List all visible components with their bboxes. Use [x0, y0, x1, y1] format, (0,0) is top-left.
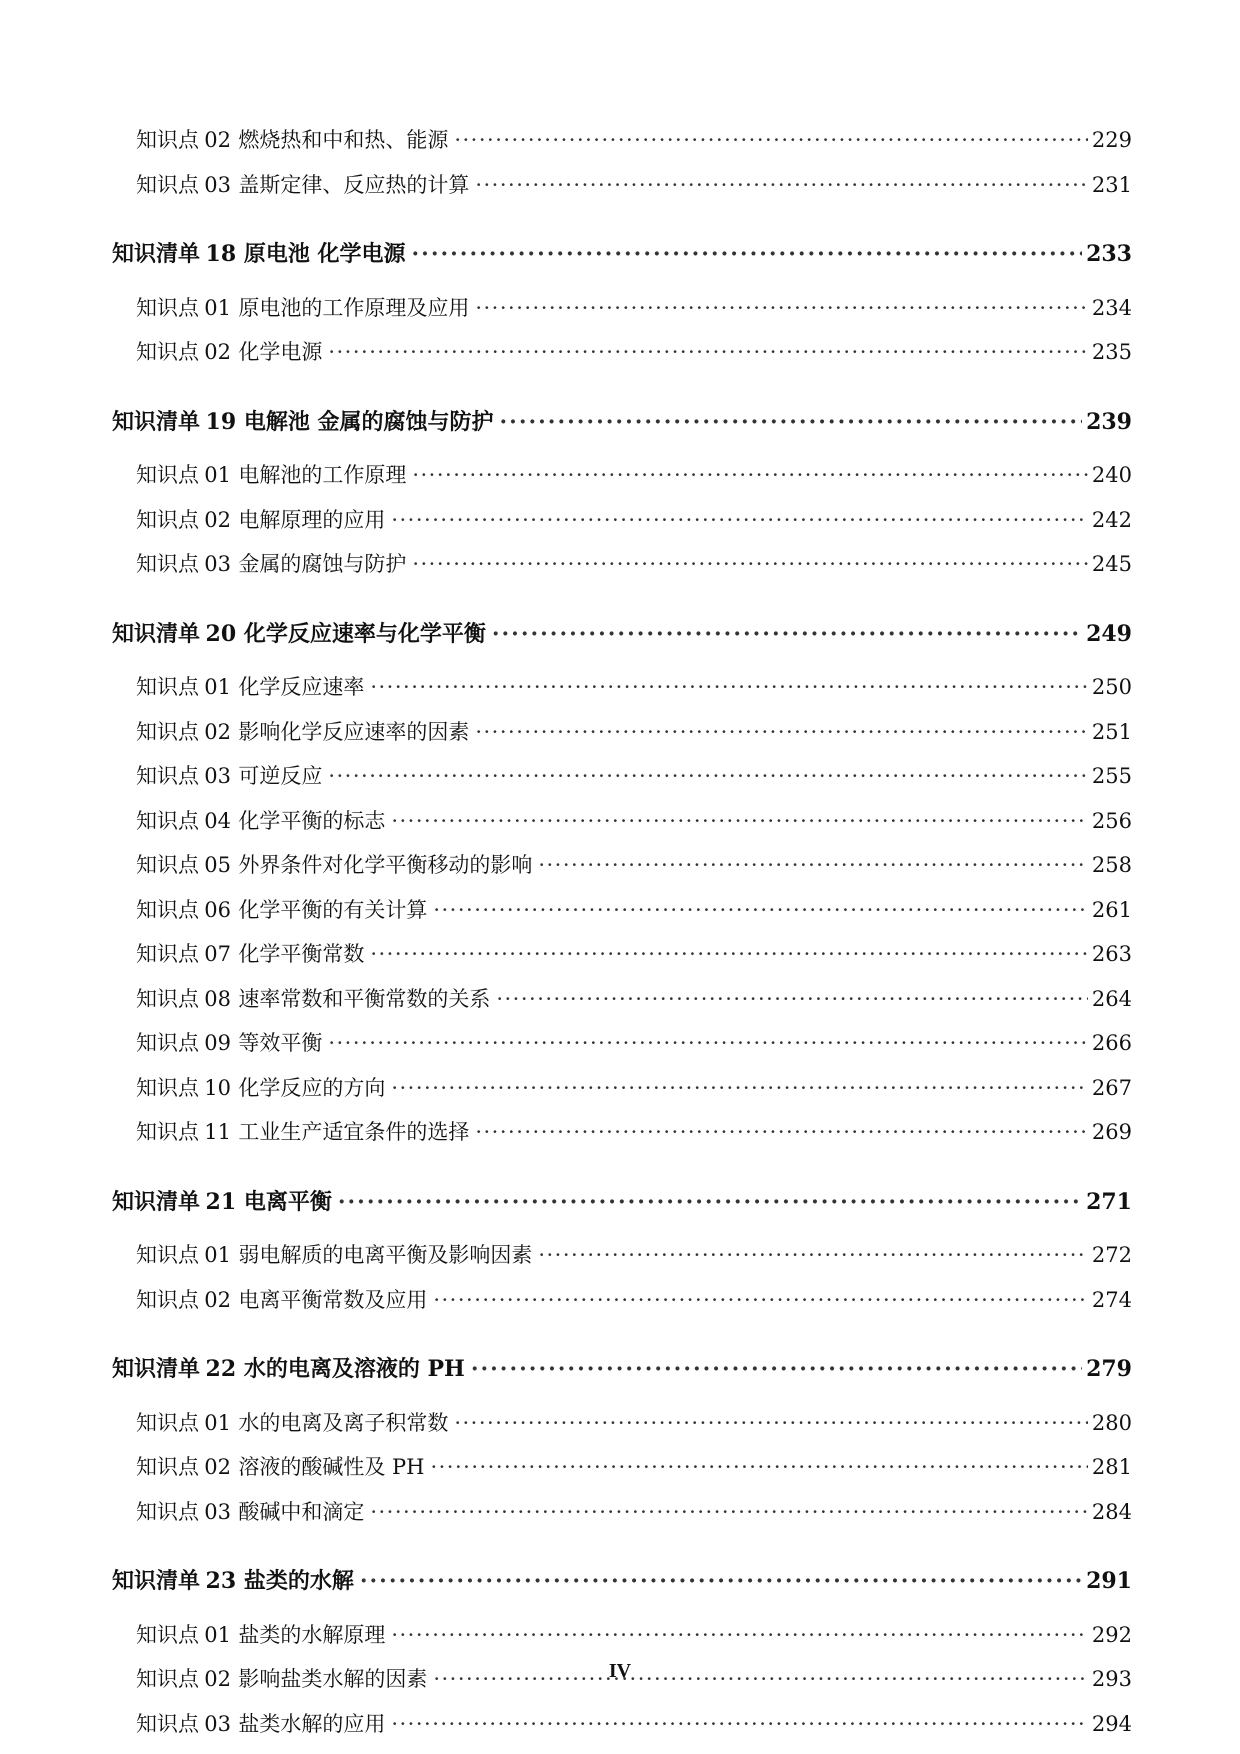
- dot-leader: [454, 1401, 1088, 1446]
- toc-entry-number: 01: [204, 1410, 231, 1435]
- toc-item-row[interactable]: [112, 1613, 1132, 1658]
- toc-item-row[interactable]: [112, 542, 1132, 587]
- toc-entry-title: 电解原理的应用: [238, 507, 386, 532]
- dot-leader: [538, 1233, 1088, 1278]
- toc-entry-label: [136, 799, 385, 844]
- toc-entry-prefix: 知识清单: [112, 1356, 201, 1382]
- toc-entry-label: [136, 843, 532, 888]
- toc-page-number: 271: [1086, 1188, 1132, 1215]
- toc-entry-label: [136, 498, 385, 543]
- toc-entry-prefix: 知识清单: [112, 408, 201, 435]
- toc-entry-title: 电离平衡: [243, 1188, 332, 1215]
- toc-entry-number: 02: [204, 719, 231, 744]
- toc-item-row[interactable]: [112, 1702, 1132, 1747]
- toc-entry-prefix: 知识点: [136, 942, 199, 966]
- toc-entry-prefix: 知识点: [136, 1410, 199, 1435]
- toc-entry-title: 化学平衡的标志: [238, 808, 386, 833]
- toc-entry-number: 01: [204, 463, 231, 487]
- toc-entry-number: 11: [204, 1120, 231, 1144]
- toc-entry-number: 03: [204, 552, 231, 576]
- toc-item-row[interactable]: [112, 888, 1132, 933]
- toc-entry-title: 化学电源: [238, 340, 323, 364]
- toc-entry-number: 02: [204, 507, 231, 532]
- dot-leader: [360, 1551, 1082, 1613]
- toc-entry-title: 化学反应速率与化学平衡: [243, 620, 486, 647]
- dot-leader: [471, 1339, 1082, 1401]
- toc-entry-number: 20: [205, 620, 237, 647]
- toc-entry-prefix: 知识点: [136, 897, 199, 922]
- toc-page-number: 261: [1091, 897, 1132, 922]
- toc-page-number: 235: [1091, 340, 1132, 364]
- toc-page-number: 256: [1091, 808, 1132, 833]
- toc-item-row[interactable]: [112, 1066, 1132, 1111]
- toc-entry-prefix: 知识点: [136, 764, 199, 788]
- toc-item-row[interactable]: [112, 799, 1132, 844]
- toc-page-number: 266: [1091, 1031, 1132, 1055]
- toc-page-number: 245: [1091, 552, 1132, 576]
- toc-entry-label: [112, 392, 494, 454]
- toc-entry-title: 影响盐类水解的因素: [238, 1667, 428, 1691]
- toc-entry-title: 盐类水解的应用: [238, 1711, 386, 1736]
- toc-entry-prefix: 知识点: [136, 1711, 199, 1736]
- toc-entry-label: [136, 330, 322, 375]
- toc-entry-prefix: 知识点: [136, 1243, 199, 1267]
- toc-section-row[interactable]: [112, 207, 1132, 286]
- toc-entry-number: 23: [205, 1568, 237, 1594]
- toc-entry-label: [136, 932, 364, 977]
- toc-entry-number: 18: [205, 241, 237, 267]
- toc-entry-label: [136, 1021, 322, 1066]
- toc-entry-prefix: 知识点: [136, 675, 199, 699]
- toc-entry-prefix: 知识点: [136, 1075, 199, 1100]
- table-of-contents: [112, 118, 1132, 1746]
- toc-entry-number: 02: [204, 1287, 231, 1312]
- toc-entry-number: 03: [204, 172, 231, 197]
- toc-entry-prefix: 知识清单: [112, 1188, 201, 1215]
- dot-leader: [338, 1172, 1082, 1234]
- toc-entry-number: 03: [204, 1499, 231, 1524]
- toc-page-number: 293: [1091, 1667, 1132, 1691]
- toc-item-row[interactable]: [112, 754, 1132, 799]
- dot-leader: [538, 843, 1088, 888]
- toc-entry-number: 08: [204, 986, 231, 1011]
- dot-leader: [475, 1110, 1088, 1155]
- toc-entry-number: 19: [205, 408, 237, 435]
- toc-page-number: 240: [1091, 463, 1132, 487]
- toc-entry-prefix: 知识点: [136, 853, 199, 877]
- dot-leader: [391, 1613, 1088, 1658]
- toc-page-number: 251: [1091, 719, 1132, 744]
- toc-entry-label: [136, 1278, 427, 1323]
- toc-entry-number: 03: [204, 764, 231, 788]
- toc-entry-label: [112, 1172, 332, 1234]
- toc-item-row[interactable]: [112, 118, 1132, 163]
- toc-section-row[interactable]: [112, 587, 1132, 666]
- toc-entry-number: 10: [204, 1075, 231, 1100]
- toc-entry-title: 原电池的工作原理及应用: [238, 295, 470, 320]
- dot-leader: [370, 932, 1088, 977]
- dot-leader: [454, 118, 1088, 163]
- toc-entry-title: 水的电离及溶液的 PH: [243, 1356, 465, 1382]
- toc-entry-prefix: 知识点: [136, 1455, 199, 1479]
- toc-entry-label: [136, 453, 406, 498]
- toc-entry-prefix: 知识点: [136, 507, 199, 532]
- toc-item-row[interactable]: [112, 330, 1132, 375]
- toc-page-number: 294: [1091, 1711, 1132, 1736]
- dot-leader: [430, 1445, 1087, 1490]
- toc-page-number: 279: [1086, 1356, 1132, 1382]
- toc-page-number: 267: [1091, 1075, 1132, 1100]
- dot-leader: [412, 542, 1088, 587]
- toc-entry-label: [136, 1401, 448, 1446]
- dot-leader: [328, 1021, 1088, 1066]
- toc-page-number: 274: [1091, 1287, 1132, 1312]
- toc-page-number: 263: [1091, 942, 1132, 966]
- dot-leader: [391, 1066, 1088, 1111]
- toc-entry-number: 01: [204, 1622, 231, 1647]
- toc-entry-title: 电解池 金属的腐蚀与防护: [243, 408, 494, 435]
- toc-entry-prefix: 知识点: [136, 1120, 199, 1144]
- dot-leader: [475, 710, 1088, 755]
- toc-item-row[interactable]: [112, 1490, 1132, 1535]
- dot-leader: [475, 286, 1088, 331]
- toc-entry-label: [136, 710, 469, 755]
- toc-entry-title: 弱电解质的电离平衡及影响因素: [238, 1243, 533, 1267]
- toc-item-row[interactable]: [112, 1278, 1132, 1323]
- toc-page-number: 291: [1086, 1568, 1132, 1594]
- dot-leader: [391, 498, 1088, 543]
- toc-entry-title: 原电池 化学电源: [243, 241, 406, 267]
- toc-page-number: 258: [1091, 853, 1132, 877]
- toc-entry-title: 电离平衡常数及应用: [238, 1287, 428, 1312]
- toc-entry-title: 化学平衡的有关计算: [238, 897, 428, 922]
- toc-section-row[interactable]: [112, 375, 1132, 454]
- toc-entry-label: [136, 754, 322, 799]
- toc-section-row[interactable]: [112, 1534, 1132, 1613]
- toc-entry-label: [136, 1110, 469, 1155]
- toc-entry-prefix: 知识点: [136, 552, 199, 576]
- toc-entry-number: 04: [204, 808, 231, 833]
- toc-entry-prefix: 知识点: [136, 172, 199, 197]
- toc-entry-title: 酸碱中和滴定: [238, 1499, 365, 1524]
- toc-entry-label: [136, 118, 448, 163]
- toc-entry-title: 电解池的工作原理: [238, 463, 407, 487]
- toc-entry-number: 02: [204, 128, 231, 152]
- toc-page-number: 231: [1091, 172, 1132, 197]
- toc-item-row[interactable]: [112, 977, 1132, 1022]
- toc-item-row[interactable]: [112, 286, 1132, 331]
- toc-entry-prefix: 知识点: [136, 808, 199, 833]
- dot-leader: [370, 1490, 1088, 1535]
- toc-entry-number: 02: [204, 1455, 231, 1479]
- dot-leader: [412, 453, 1088, 498]
- toc-item-row[interactable]: [112, 1233, 1132, 1278]
- toc-item-row[interactable]: [112, 163, 1132, 208]
- toc-entry-number: 01: [204, 675, 231, 699]
- toc-section-row[interactable]: [112, 1155, 1132, 1234]
- toc-entry-prefix: 知识点: [136, 719, 199, 744]
- toc-page-number: 281: [1091, 1455, 1132, 1479]
- toc-entry-number: 03: [204, 1711, 231, 1736]
- toc-entry-title: 工业生产适宜条件的选择: [238, 1120, 470, 1144]
- toc-page-number: 255: [1091, 764, 1132, 788]
- toc-page-number: 280: [1091, 1410, 1132, 1435]
- toc-entry-title: 影响化学反应速率的因素: [238, 719, 470, 744]
- toc-entry-number: 05: [204, 853, 231, 877]
- toc-entry-title: 可逆反应: [238, 764, 323, 788]
- dot-leader: [391, 799, 1088, 844]
- toc-entry-label: [136, 1445, 424, 1490]
- toc-item-row[interactable]: [112, 498, 1132, 543]
- toc-item-row[interactable]: [112, 1445, 1132, 1490]
- dot-leader: [370, 665, 1088, 710]
- toc-entry-title: 速率常数和平衡常数的关系: [238, 986, 491, 1011]
- toc-entry-label: [136, 286, 469, 331]
- toc-entry-prefix: 知识点: [136, 986, 199, 1011]
- toc-page-number: 234: [1091, 295, 1132, 320]
- toc-entry-label: [136, 163, 469, 208]
- toc-entry-title: 燃烧热和中和热、能源: [238, 128, 449, 152]
- toc-entry-label: [136, 1490, 364, 1535]
- toc-entry-prefix: 知识点: [136, 1287, 199, 1312]
- toc-page-number: 249: [1086, 620, 1132, 647]
- toc-entry-label: [112, 1551, 354, 1613]
- toc-entry-prefix: 知识清单: [112, 1568, 201, 1594]
- toc-entry-number: 22: [205, 1356, 237, 1382]
- toc-section-row[interactable]: [112, 1322, 1132, 1401]
- toc-entry-prefix: 知识点: [136, 1622, 199, 1647]
- toc-entry-title: 盐类的水解原理: [238, 1622, 386, 1647]
- toc-item-row[interactable]: [112, 1401, 1132, 1446]
- toc-entry-label: [136, 1233, 532, 1278]
- toc-entry-prefix: 知识点: [136, 1499, 199, 1524]
- toc-page-number: 264: [1091, 986, 1132, 1011]
- toc-entry-label: [136, 1613, 385, 1658]
- toc-entry-prefix: 知识点: [136, 340, 199, 364]
- toc-entry-prefix: 知识清单: [112, 620, 201, 647]
- dot-leader: [328, 330, 1088, 375]
- toc-page-number: 242: [1091, 507, 1132, 532]
- toc-entry-number: 09: [204, 1031, 231, 1055]
- toc-page-number: 269: [1091, 1120, 1132, 1144]
- dot-leader: [412, 224, 1083, 286]
- toc-entry-title: 盐类的水解: [243, 1568, 354, 1594]
- toc-page-number: 229: [1091, 128, 1132, 152]
- toc-entry-number: 02: [204, 340, 231, 364]
- page-number: IV: [608, 1660, 632, 1682]
- toc-entry-title: 化学反应的方向: [238, 1075, 386, 1100]
- toc-page-number: 272: [1091, 1243, 1132, 1267]
- toc-entry-title: 等效平衡: [238, 1031, 323, 1055]
- toc-entry-number: 07: [204, 942, 231, 966]
- toc-entry-prefix: 知识点: [136, 295, 199, 320]
- dot-leader: [391, 1702, 1088, 1747]
- toc-entry-title: 外界条件对化学平衡移动的影响: [238, 853, 533, 877]
- toc-entry-title: 化学反应速率: [238, 675, 365, 699]
- toc-entry-prefix: 知识点: [136, 128, 199, 152]
- toc-entry-title: 溶液的酸碱性及 PH: [238, 1455, 425, 1479]
- toc-entry-number: 21: [205, 1188, 237, 1215]
- toc-page-number: 233: [1086, 241, 1132, 267]
- toc-entry-prefix: 知识点: [136, 1667, 199, 1691]
- toc-entry-label: [136, 888, 427, 933]
- toc-item-row[interactable]: [112, 453, 1132, 498]
- toc-item-row[interactable]: [112, 1110, 1132, 1155]
- toc-entry-label: [112, 604, 486, 666]
- toc-entry-prefix: 知识清单: [112, 241, 201, 267]
- toc-entry-number: 01: [204, 295, 231, 320]
- toc-entry-title: 化学平衡常数: [238, 942, 365, 966]
- toc-entry-prefix: 知识点: [136, 1031, 199, 1055]
- toc-entry-label: [112, 224, 406, 286]
- toc-entry-label: [136, 1066, 385, 1111]
- dot-leader: [496, 977, 1088, 1022]
- toc-entry-title: 盖斯定律、反应热的计算: [238, 172, 470, 197]
- toc-item-row[interactable]: [112, 932, 1132, 977]
- toc-entry-number: 01: [204, 1243, 231, 1267]
- toc-entry-number: 06: [204, 897, 231, 922]
- dot-leader: [328, 754, 1088, 799]
- toc-entry-title: 水的电离及离子积常数: [238, 1410, 449, 1435]
- toc-entry-label: [112, 1339, 465, 1401]
- toc-entry-number: 02: [204, 1667, 231, 1691]
- toc-item-row[interactable]: [112, 843, 1132, 888]
- toc-page-number: 239: [1086, 408, 1132, 435]
- dot-leader: [433, 1278, 1088, 1323]
- dot-leader: [492, 604, 1082, 666]
- toc-entry-label: [136, 542, 406, 587]
- toc-item-row[interactable]: [112, 1021, 1132, 1066]
- toc-page-number: 292: [1091, 1622, 1132, 1647]
- toc-page-number: 250: [1091, 675, 1132, 699]
- toc-entry-label: [136, 977, 490, 1022]
- dot-leader: [433, 888, 1088, 933]
- toc-entry-label: [136, 1702, 385, 1747]
- dot-leader: [500, 392, 1083, 454]
- toc-item-row[interactable]: [112, 710, 1132, 755]
- toc-item-row[interactable]: [112, 665, 1132, 710]
- toc-entry-title: 金属的腐蚀与防护: [238, 552, 407, 576]
- toc-entry-label: [136, 665, 364, 710]
- dot-leader: [475, 163, 1088, 208]
- toc-page-number: 284: [1091, 1499, 1132, 1524]
- toc-entry-prefix: 知识点: [136, 463, 199, 487]
